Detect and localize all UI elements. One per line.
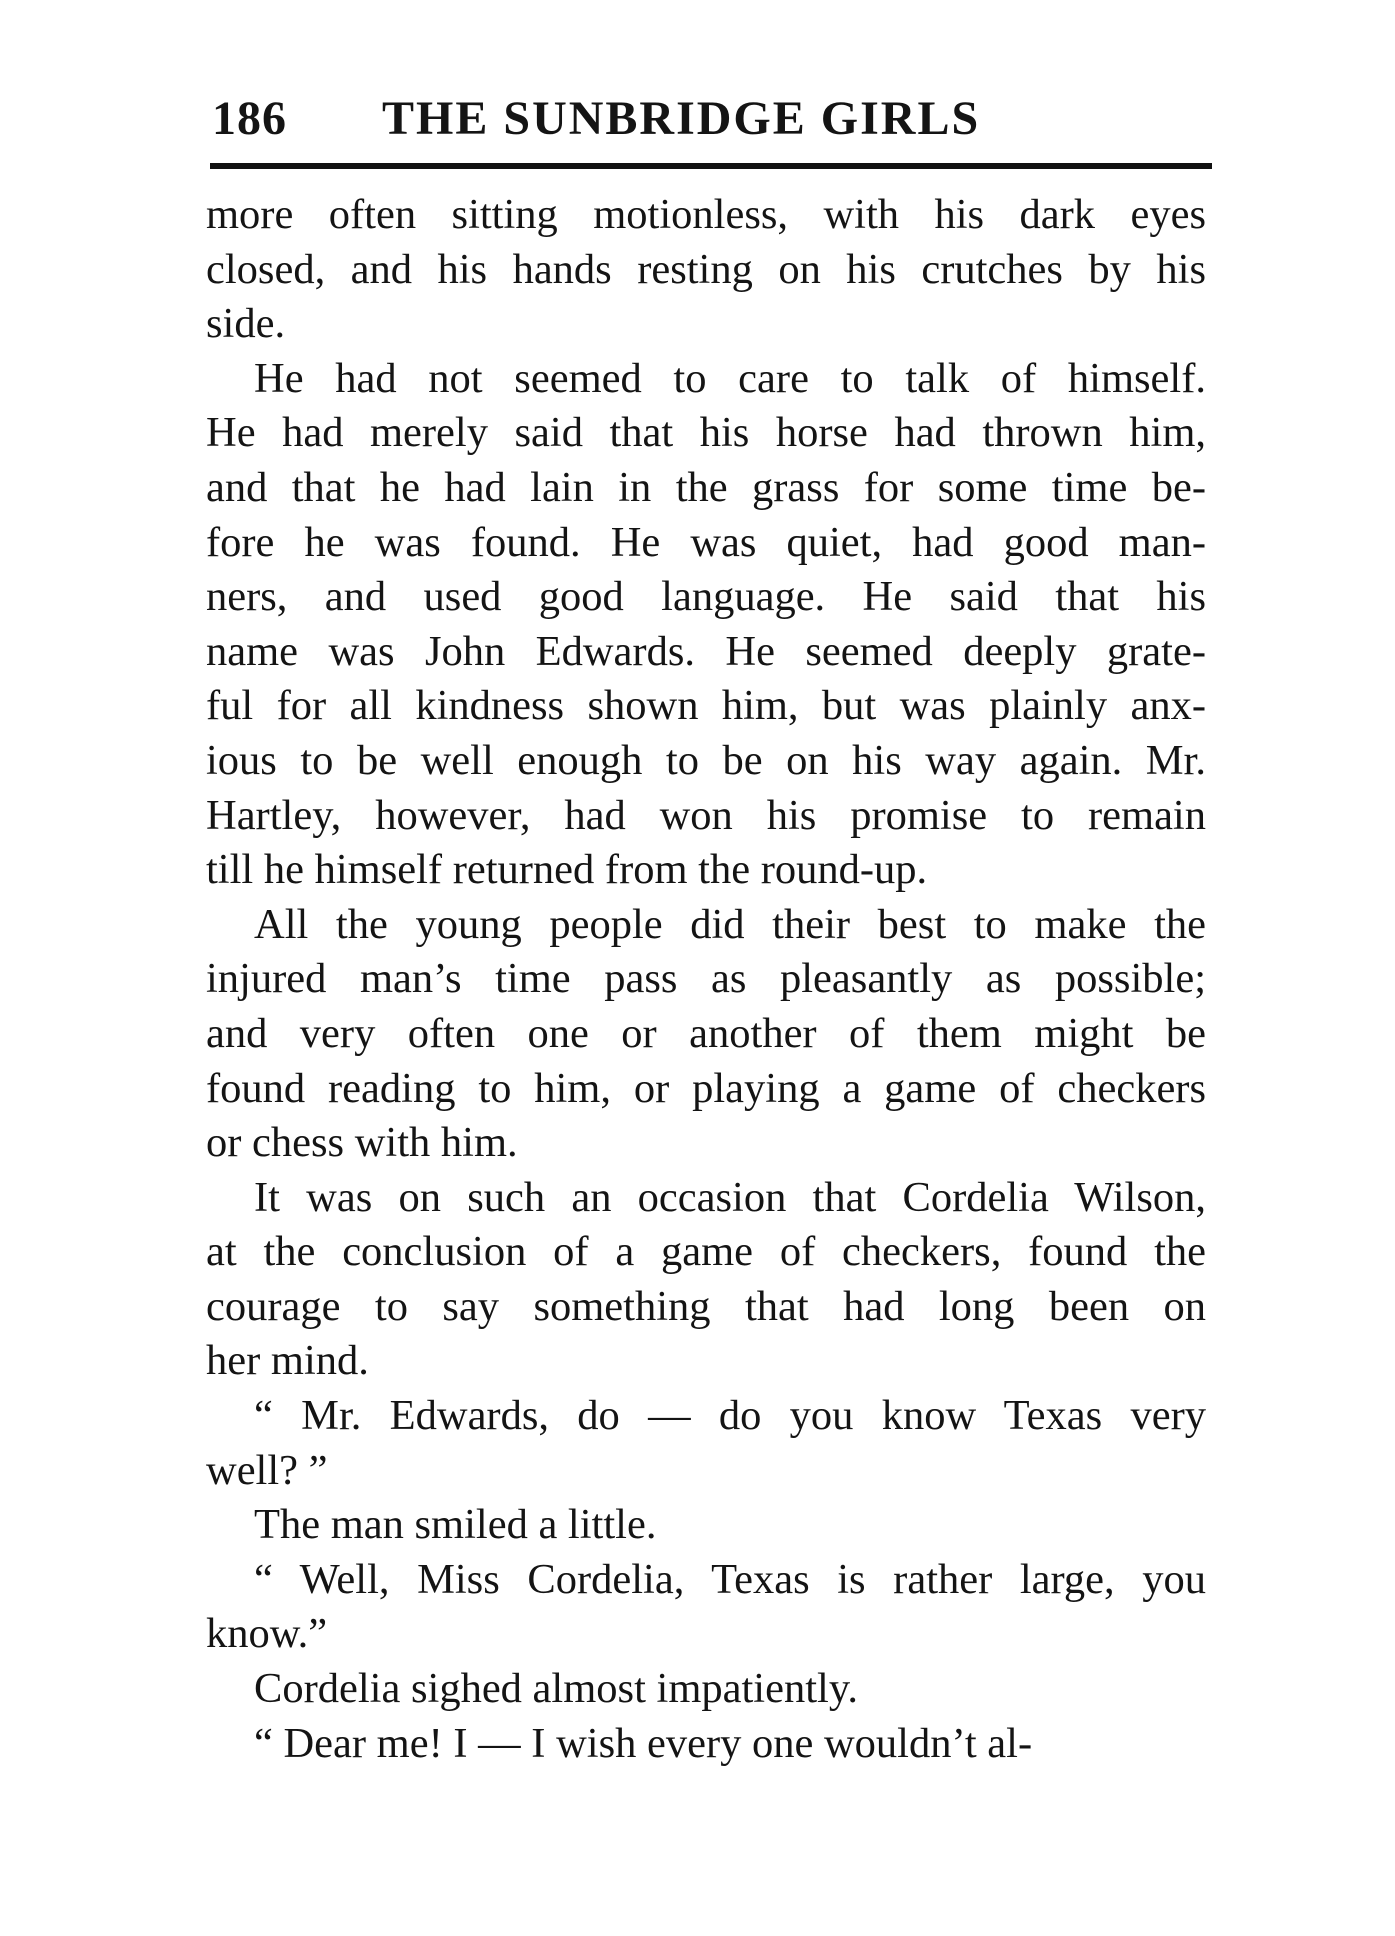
text-line: till he himself returned from the round-up.: [206, 846, 928, 894]
text-line: at the conclusion of a game of checkers, found the: [206, 1228, 1206, 1276]
text-line: closed, and his hands resting on his crutches by his: [206, 245, 1206, 293]
text-line: more often sitting motionless, with his dark eyes: [206, 191, 1206, 238]
text-line: injured man’s time pass as pleasantly as possible;: [206, 955, 1206, 1003]
header-rule: [210, 163, 1212, 169]
paragraph: [206, 352, 1206, 898]
text-line: or chess with him.: [206, 1119, 518, 1167]
text-line: All the young people did their best to make the: [254, 900, 1206, 948]
text-line: It was on such an occasion that Cordelia Wilson,: [254, 1173, 1206, 1221]
running-header: [212, 84, 1212, 154]
text-line: know.”: [206, 1610, 328, 1658]
paragraph: [206, 898, 1206, 1171]
text-line: “ Mr. Edwards, do — do you know Texas very: [254, 1392, 1206, 1440]
paragraph: [206, 1662, 1206, 1717]
paragraph: [206, 1498, 1206, 1553]
text-line: ious to be well enough to be on his way again. Mr.: [206, 736, 1206, 784]
paragraph: [206, 1717, 1206, 1772]
text-line: name was John Edwards. He seemed deeply grate-: [206, 627, 1206, 675]
text-line: Cordelia sighed almost impatiently.: [254, 1665, 858, 1713]
text-line: “ Well, Miss Cordelia, Texas is rather large, you: [254, 1555, 1206, 1603]
body-text: [206, 188, 1206, 1771]
text-line: side.: [206, 300, 286, 348]
paragraph: [206, 1171, 1206, 1389]
text-line: found reading to him, or playing a game of checkers: [206, 1064, 1206, 1112]
paragraph: [206, 188, 1206, 352]
text-line: and that he had lain in the grass for some time be-: [206, 463, 1206, 511]
page-number: 186: [212, 92, 287, 145]
text-line: Hartley, however, had won his promise to remain: [206, 791, 1206, 839]
text-line: He had not seemed to care to talk of himself.: [254, 354, 1206, 402]
text-line: He had merely said that his horse had thrown him,: [206, 409, 1206, 457]
text-line: ful for all kindness shown him, but was plainly anx-: [206, 682, 1206, 730]
text-line: her mind.: [206, 1337, 369, 1385]
text-line: well? ”: [206, 1446, 328, 1494]
running-title: THE SUNBRIDGE GIRLS: [382, 92, 981, 145]
text-line: and very often one or another of them might be: [206, 1009, 1206, 1057]
text-line: The man smiled a little.: [254, 1501, 657, 1549]
text-line: fore he was found. He was quiet, had good man-: [206, 518, 1206, 566]
text-line: ners, and used good language. He said that his: [206, 573, 1206, 621]
paragraph: [206, 1553, 1206, 1662]
text-line: courage to say something that had long been on: [206, 1282, 1206, 1330]
text-line: “ Dear me! I — I wish every one wouldn’t al-: [254, 1719, 1033, 1767]
paragraph: [206, 1389, 1206, 1498]
